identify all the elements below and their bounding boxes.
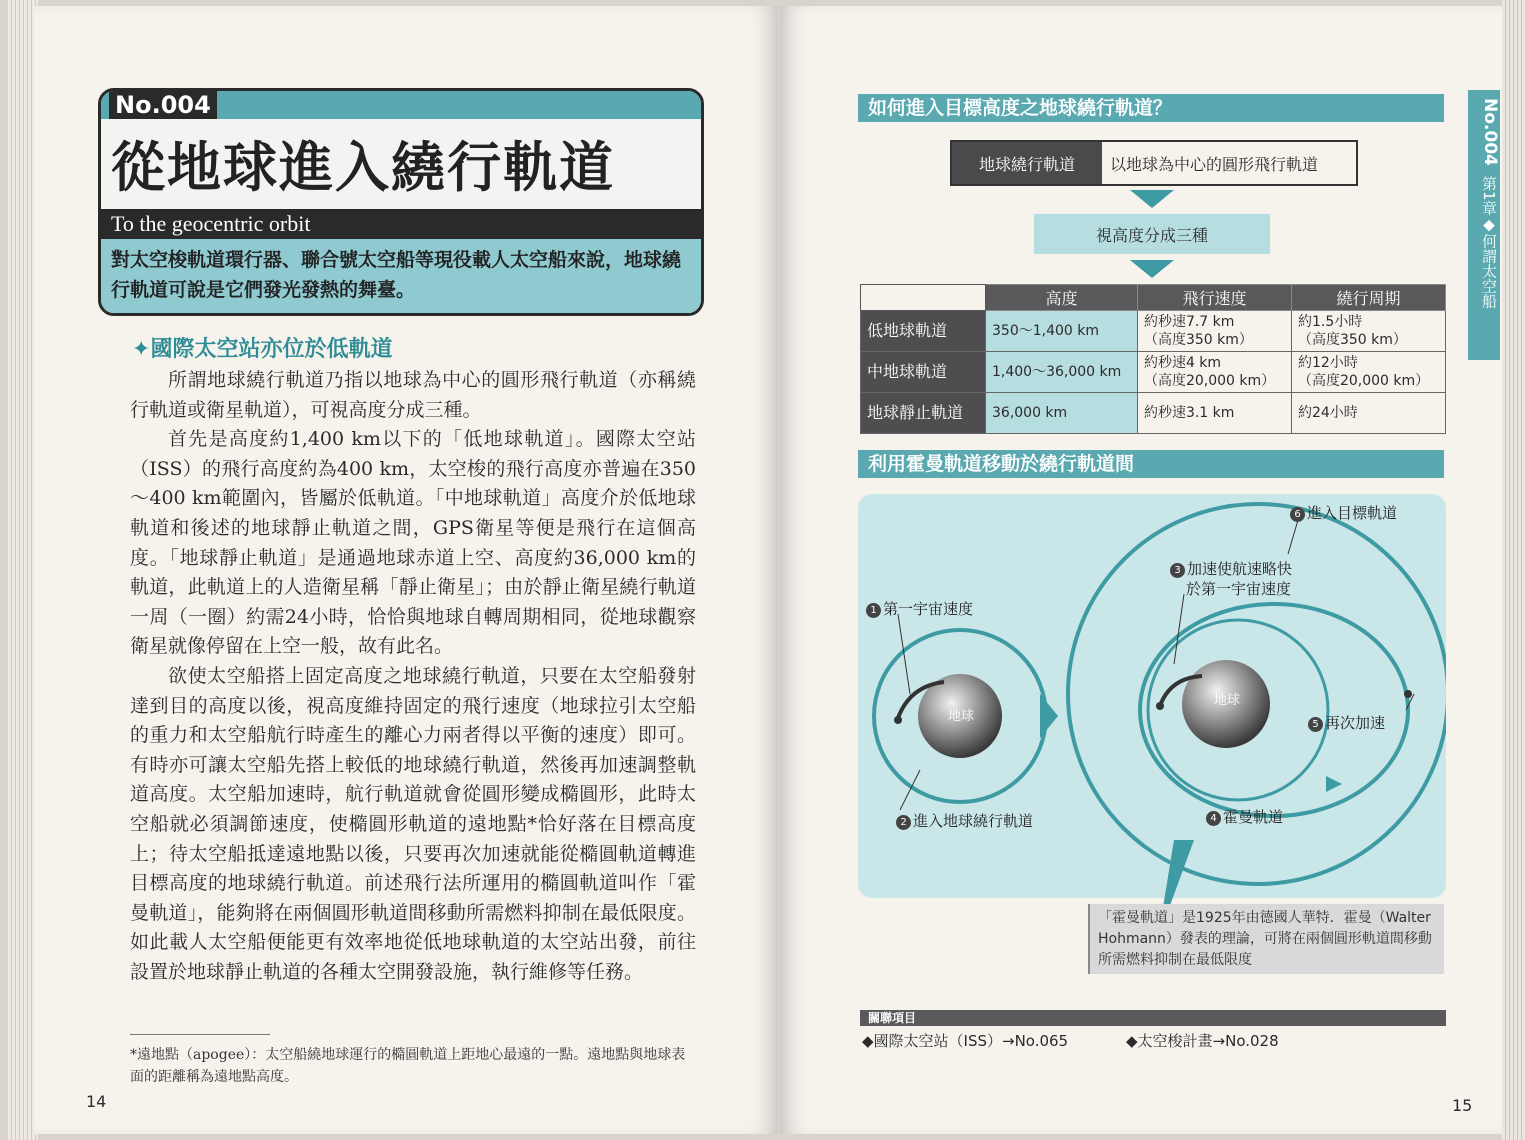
row-label: 地球靜止軌道: [861, 393, 986, 434]
paragraph: 所謂地球繞行軌道乃指以地球為中心的圓形飛行軌道（亦稱繞行軌道或衛星軌道），可視高度分成三種。: [130, 369, 696, 421]
table-cell: 350～1,400 km: [986, 311, 1138, 352]
item-number-tag: No.004: [109, 91, 217, 119]
section-heading: ✦國際太空站亦位於低軌道: [132, 337, 393, 362]
intro-text: 對太空梭軌道環行器、聯合號太空船等現役載人太空船來說，地球繞行軌道可說是它們發光發熱的舞臺。: [101, 239, 701, 313]
burn-point-1: [1156, 702, 1164, 710]
footnote: *遠地點（apogee）：太空船繞地球運行的橢圓軌道上距地心最遠的一點。遠地點與地球表面的距離稱為遠地點高度。: [130, 1047, 686, 1085]
table-cell: 36,000 km: [986, 393, 1138, 434]
launch-point: [894, 716, 902, 724]
side-tab-chapter: 第1章◆何謂太空船: [1480, 175, 1498, 309]
table-row: [861, 393, 1446, 434]
section-title-1: 如何進入目標高度之地球繞行軌道？: [858, 94, 1444, 122]
footnote-divider: [130, 1034, 270, 1035]
table-cell: 1,400～36,000 km: [986, 352, 1138, 393]
table-row: [861, 352, 1446, 393]
page-edges-right: [1502, 0, 1525, 1140]
side-tab-number: No.004: [1480, 98, 1500, 166]
leader-line: [1288, 520, 1298, 554]
label-5: 5 再次加速: [1308, 712, 1385, 733]
table-header: 高度: [986, 285, 1138, 311]
row-label: 低地球軌道: [861, 311, 986, 352]
split-label: 視高度分成三種: [1034, 214, 1270, 254]
definition-term: 地球繞行軌道: [952, 142, 1102, 184]
hohmann-orbit: [1140, 604, 1408, 816]
page-title: 從地球進入繞行軌道: [111, 135, 615, 199]
play-arrow-icon: [1040, 694, 1058, 738]
leader-line: [1174, 594, 1184, 664]
label-3: 3 加速使航速略快: [1170, 558, 1292, 579]
earth-label-right: 地球: [1214, 693, 1241, 708]
burn-point-2: [1404, 690, 1412, 698]
definition-desc: 以地球為中心的圓形飛行軌道: [1102, 142, 1356, 184]
table-cell: 約秒速7.7 km （高度350 km）: [1137, 311, 1291, 352]
paragraph: 首先是高度約1,400 km以下的「低地球軌道」。國際太空站（ISS）的飛行高度約為400 km，太空梭的飛行高度亦普遍在350～400 km範圍內，皆屬於低軌道。「中地球軌道」高度介於低地球軌道和後述的地球靜止軌道之間，GPS衛星等便是飛行在這個高度。「地球靜止軌道」是通過地球赤道上空、高度約36,000 km的軌道，此軌道上的人造衛星稱「靜止衛星」；由於靜止衛星繞行軌道一周（一圈）約需24小時，恰恰與地球自轉周期相同，從地球觀察衛星就像停留在上空一般，故有此名。: [130, 428, 696, 658]
table-header-row: [861, 285, 1446, 311]
table-cell: 約秒速3.1 km: [1137, 393, 1291, 434]
direction-arrow-icon: [1326, 776, 1342, 792]
table-header: 繞行周期: [1291, 285, 1445, 311]
page-number-left: 14: [86, 1092, 107, 1111]
hohmann-note: 「霍曼軌道」是1925年由德國人華特．霍曼（Walter Hohmann）發表的理論，可將在兩個圓形軌道間移動所需燃料抑制在最低限度: [1088, 904, 1444, 974]
paragraph: 欲使太空船搭上固定高度之地球繞行軌道，只要在太空船發射達到目的高度以後，視高度維持固定的飛行速度（地球拉引太空船的重力和太空船航行時產生的離心力兩者得以平衡的速度）即可。有時亦可讓太空船先搭上較低的地球繞行軌道，然後再加速調整軌道高度。太空船加速時，航行軌道就會從圓形變成橢圓形，此時太空船就必須調節速度，使橢圓形軌道的遠地點*恰好落在目標高度上；待太空船抵達遠地點以後，只要再次加速就能從橢圓軌道轉進目標高度的地球繞行軌道。前述飛行法所運用的橢圓軌道叫作「霍曼軌道」，能夠將在兩個圓形軌道間移動所需燃料抑制在最低限度。如此載人太空船便能更有效率地從低地球軌道的太空站出發，前往設置於地球靜止軌道的各種太空開發設施，執行維修等任務。: [130, 664, 696, 983]
table-cell: 約秒速4 km （高度20,000 km）: [1137, 352, 1291, 393]
chapter-side-tab: [1468, 90, 1500, 360]
label-6: 6 進入目標軌道: [1290, 502, 1397, 523]
table-cell: 約24小時: [1291, 393, 1445, 434]
page-number-right: 15: [1452, 1096, 1473, 1115]
orbit-table: [860, 284, 1446, 434]
arrow-down-icon: [1130, 260, 1174, 278]
related-link-iss[interactable]: ◆國際太空站（ISS）→No.065: [862, 1032, 1069, 1050]
label-1: 1 第一宇宙速度: [866, 598, 973, 619]
diamond-icon: ✦: [132, 337, 151, 362]
table-row: [861, 311, 1446, 352]
table-header: [861, 285, 986, 311]
label-2: 2 進入地球繞行軌道: [896, 810, 1033, 831]
row-label: 中地球軌道: [861, 352, 986, 393]
related-link-shuttle[interactable]: ◆太空梭計畫→No.028: [1126, 1032, 1279, 1050]
label-3-line2: 於第一宇宙速度: [1186, 580, 1292, 598]
related-items-bar: 關聯項目: [860, 1010, 1446, 1026]
body-text: [130, 366, 696, 987]
title-block: [98, 88, 704, 316]
arrow-down-icon: [1130, 190, 1174, 208]
section-title-2: 利用霍曼軌道移動於繞行軌道間: [858, 450, 1444, 478]
english-subtitle: To the geocentric orbit: [101, 209, 701, 239]
label-4: 4 霍曼軌道: [1206, 806, 1283, 827]
table-cell: 約1.5小時 （高度350 km）: [1291, 311, 1445, 352]
table-header: 飛行速度: [1137, 285, 1291, 311]
definition-row: [950, 140, 1358, 186]
table-cell: 約12小時 （高度20,000 km）: [1291, 352, 1445, 393]
earth-label-left: 地球: [948, 709, 975, 724]
